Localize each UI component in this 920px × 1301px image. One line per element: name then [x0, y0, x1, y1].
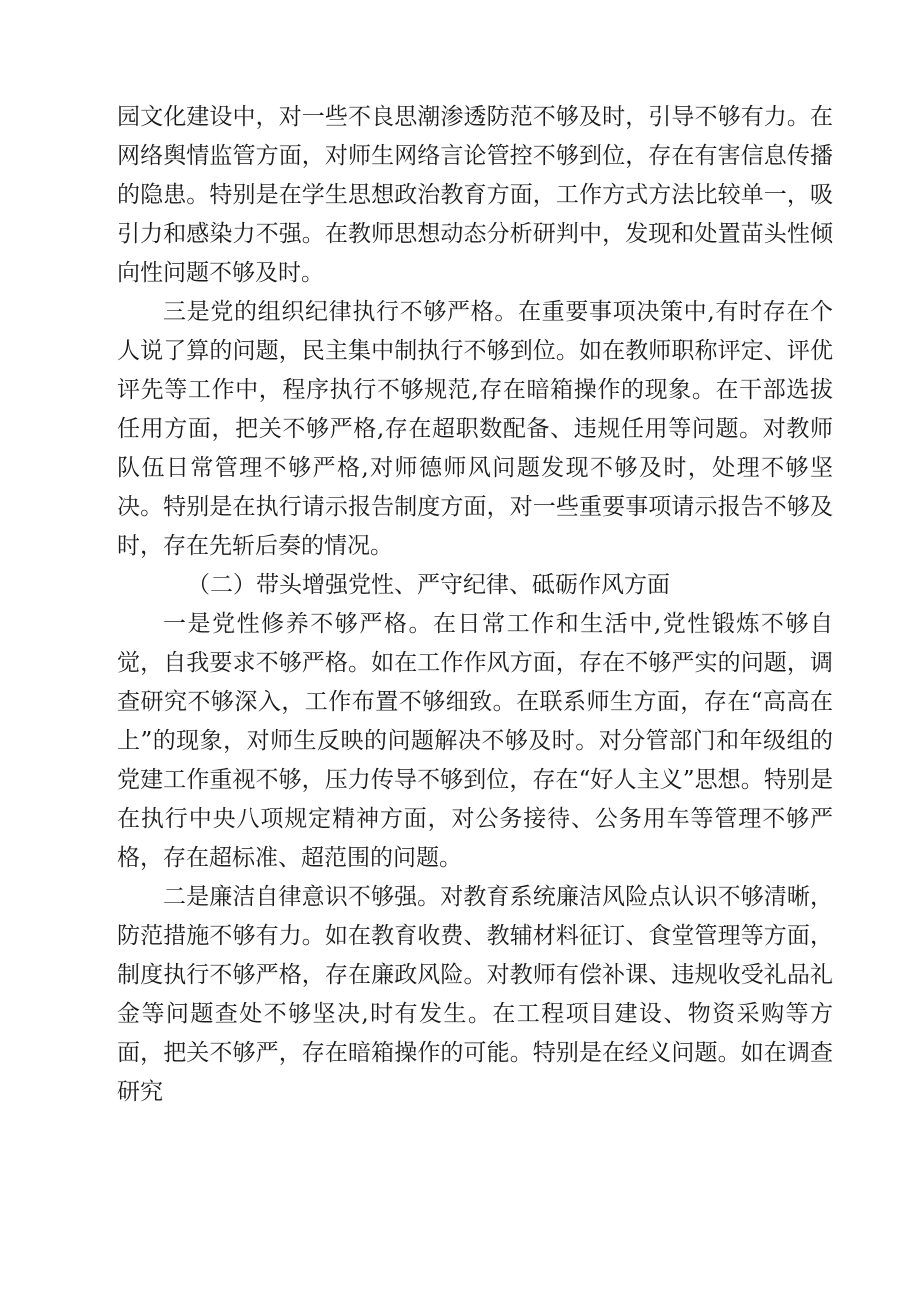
section-heading: （二）带头增强党性、严守纪律、砥砺作风方面: [187, 572, 670, 598]
paragraph-party-spirit: 一是党性修养不够严格。在日常工作和生活中,党性锻炼不够自觉，自我要求不够严格。如在工作作风方面，存在不够严实的问题，调查研究不够深入，工作布置不够细致。在联系师生方面，存在“高高在上”的现象，对师生反映的问题解决不够及时。对分管部门和年级组的党建工作重视不够，压力传导不够到位，存在“好人主义”思想。特别是在执行中央八项规定精神方面，对公务接待、公务用车等管理不够严格，存在超标准、超范围的问题。: [117, 611, 833, 871]
paragraph-campus-culture: 园文化建设中，对一些不良思潮渗透防范不够及时，引导不够有力。在网络舆情监管方面，对师生网络言论管控不够到位，存在有害信息传播的隐患。特别是在学生思想政治教育方面，工作方式方法比较单一，吸引力和感染力不强。在教师思想动态分析研判中，发现和处置苗头性倾向性问题不够及时。: [117, 104, 833, 286]
paragraph-organizational-discipline: 三是党的组织纪律执行不够严格。在重要事项决策中,有时存在个人说了算的问题，民主集中制执行不够到位。如在教师职称评定、评优评先等工作中，程序执行不够规范,存在暗箱操作的现象。在干部选拔任用方面，把关不够严格,存在超职数配备、违规任用等问题。对教师队伍日常管理不够严格,对师德师风问题发现不够及时，处理不够坚决。特别是在执行请示报告制度方面，对一些重要事项请示报告不够及时，存在先斩后奏的情况。: [117, 299, 833, 559]
document-body: [117, 98, 833, 1112]
paragraph-integrity: 二是廉洁自律意识不够强。对教育系统廉洁风险点认识不够清晰，防范措施不够有力。如在教育收费、教辅材料征订、食堂管理等方面，制度执行不够严格，存在廉政风险。对教师有偿补课、违规收受礼品礼金等问题查处不够坚决,时有发生。在工程项目建设、物资采购等方面，把关不够严，存在暗箱操作的可能。特别是在经义问题。如在调查研究: [117, 884, 833, 1105]
